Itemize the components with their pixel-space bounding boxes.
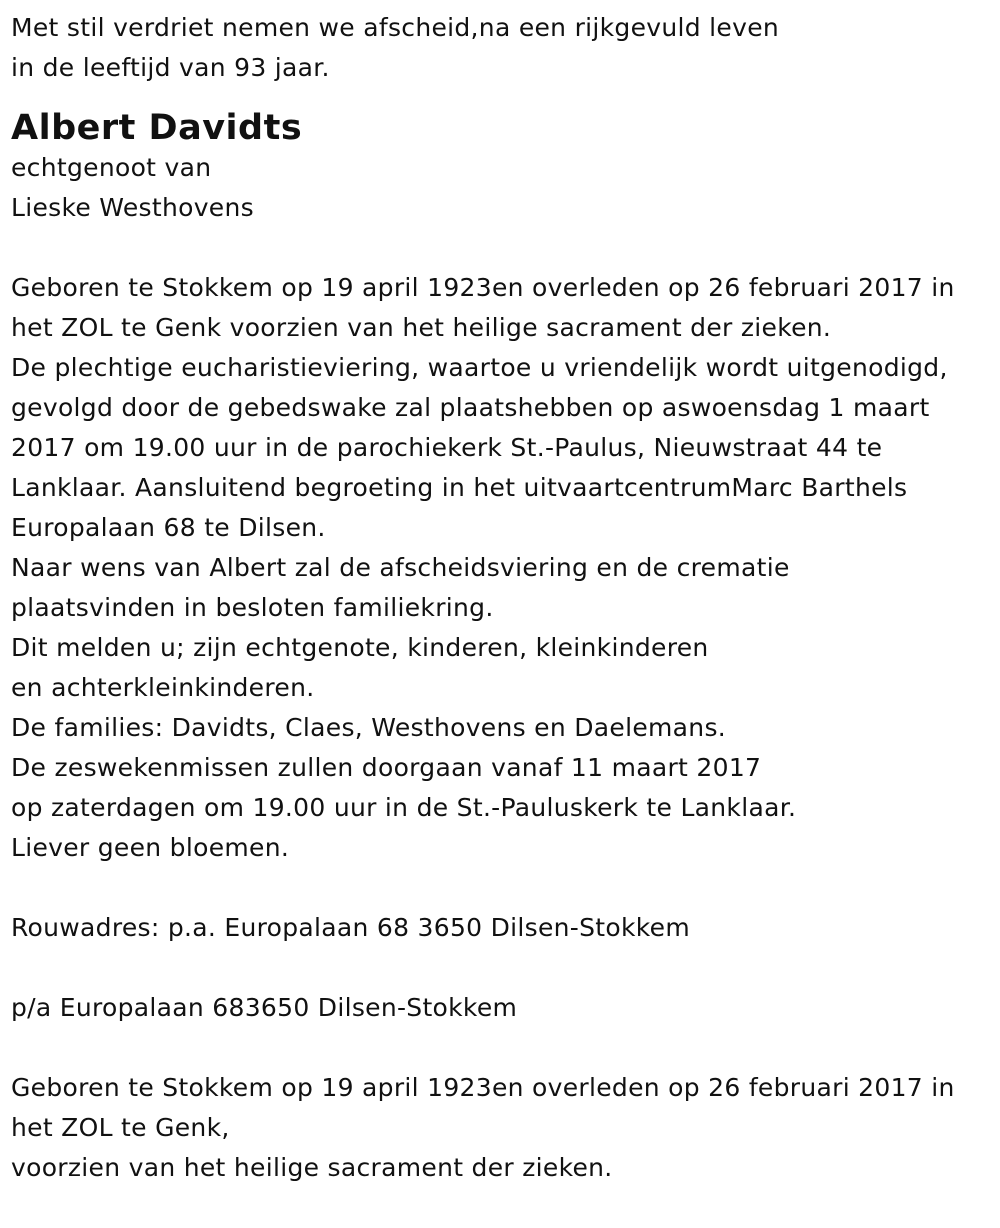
spacer: [11, 948, 1000, 988]
body-line: De plechtige eucharistieviering, waartoe u vriendelijk wordt uitgenodigd,: [11, 353, 948, 382]
body-line: plaatsvinden in besloten familiekring.: [11, 593, 494, 622]
intro-text: [11, 8, 1000, 88]
spouse-line: Lieske Westhovens: [11, 193, 254, 222]
body-line: en achterkleinkinderen.: [11, 673, 315, 702]
body-line: De zeswekenmissen zullen doorgaan vanaf 11 maart 2017: [11, 753, 762, 782]
spouse-text: [11, 148, 1000, 228]
body-line: het ZOL te Genk voorzien van het heilige sacrament der zieken.: [11, 313, 832, 342]
spacer: [11, 1028, 1000, 1068]
spouse-line: echtgenoot van: [11, 153, 212, 182]
footer-text: [11, 1068, 1000, 1188]
footer-line: Geboren te Stokkem op 19 april 1923en overleden op 26 februari 2017 in: [11, 1073, 955, 1102]
footer-line: het ZOL te Genk,: [11, 1113, 230, 1142]
body-line: De families: Davidts, Claes, Westhovens en Daelemans.: [11, 713, 727, 742]
body-line: Dit melden u; zijn echtgenote, kinderen, kleinkinderen: [11, 633, 709, 662]
body-line: Naar wens van Albert zal de afscheidsviering en de crematie: [11, 553, 790, 582]
body-line: gevolgd door de gebedswake zal plaatshebben op aswoensdag 1 maart: [11, 393, 930, 422]
spacer: [11, 868, 1000, 908]
intro-line: in de leeftijd van 93 jaar.: [11, 53, 330, 82]
body-line: Europalaan 68 te Dilsen.: [11, 513, 326, 542]
alt-address: p/a Europalaan 683650 Dilsen-Stokkem: [11, 993, 518, 1022]
body-line: Liever geen bloemen.: [11, 833, 290, 862]
body-line: Lanklaar. Aansluitend begroeting in het uitvaartcentrumMarc Barthels: [11, 473, 908, 502]
body-text: [11, 268, 1000, 868]
body-line: op zaterdagen om 19.00 uur in de St.-Pauluskerk te Lanklaar.: [11, 793, 797, 822]
body-line: 2017 om 19.00 uur in de parochiekerk St.-Paulus, Nieuwstraat 44 te: [11, 433, 883, 462]
mourning-address: Rouwadres: p.a. Europalaan 68 3650 Dilsen-Stokkem: [11, 913, 690, 942]
deceased-name: Albert Davidts: [11, 108, 303, 148]
body-line: Geboren te Stokkem op 19 april 1923en overleden op 26 februari 2017 in: [11, 273, 955, 302]
spacer: [11, 228, 1000, 268]
intro-line: Met stil verdriet nemen we afscheid,na een rijkgevuld leven: [11, 13, 780, 42]
footer-line: voorzien van het heilige sacrament der zieken.: [11, 1153, 613, 1182]
